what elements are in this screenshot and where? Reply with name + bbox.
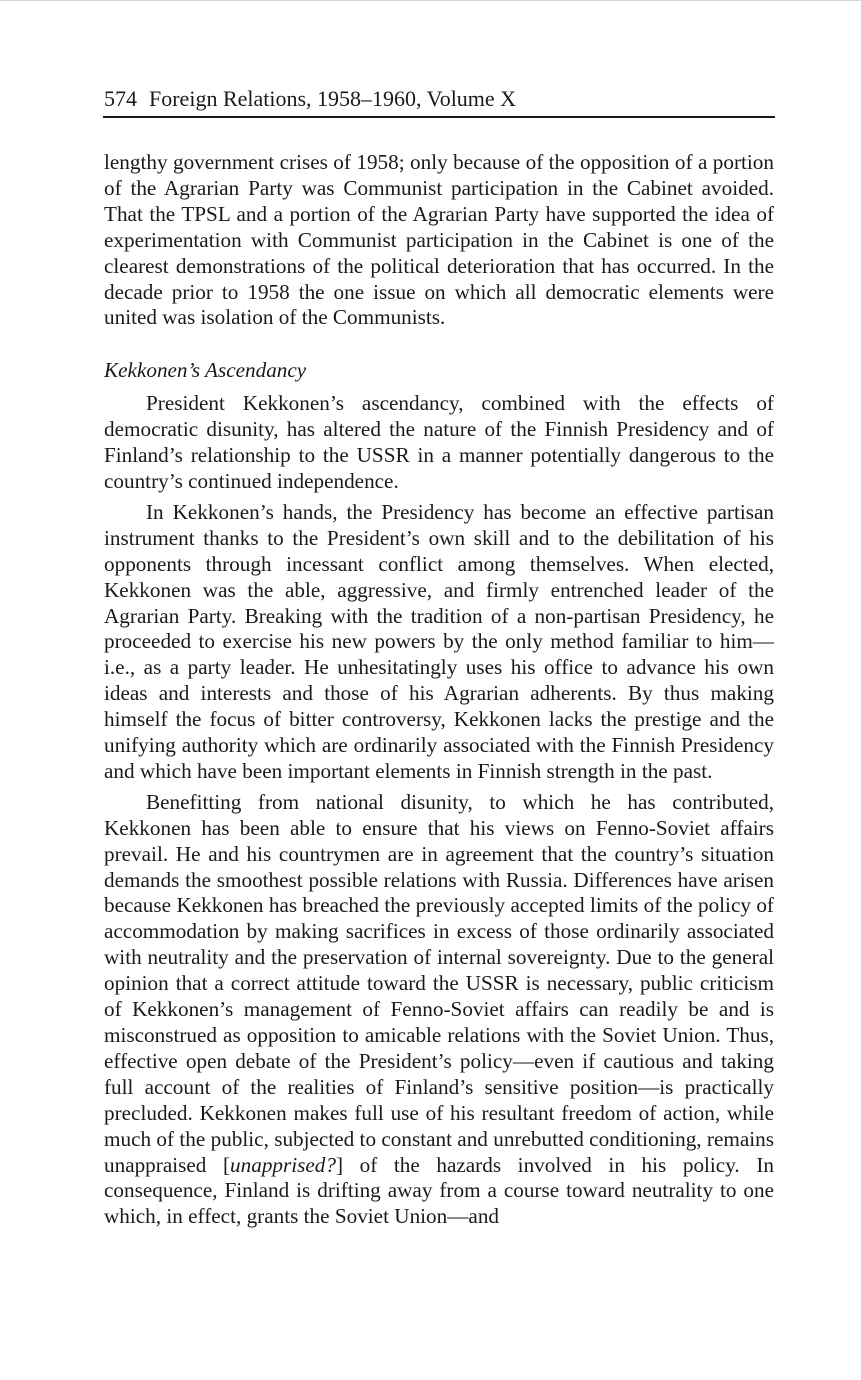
paragraph-continued: lengthy government crises of 1958; only because of the opposition of a portion of the Agrarian Party was Communist participation in the Cabinet avoided. That the TPSL and a portion of the Agrarian Party have supported the idea of experimentation with Communist participation in the Cabinet is one of the clearest demonstrations of the political deterioration that has occurred. In the decade prior to 1958 the one issue on which all democratic elements were united was isolation of the Communists.	[104, 150, 774, 330]
paragraph-disunity	[104, 790, 774, 1230]
document-body	[104, 150, 774, 1230]
paragraph-text-part1: Benefitting from national disunity, to which he has contributed, Kekkonen has been able to ensure that his views on Fenno-Soviet affairs prevail. He and his countrymen are in agreement that the country’s situation demands the smoothest possible relations with Russia. Differences have arisen because Kekkonen has breached the previously accepted limits of the policy of accommodation by making sacrifices in excess of those ordinarily associated with neutrality and the preservation of internal sovereignty. Due to the general opinion that a correct attitude toward the USSR is necessary, public criticism of Kekkonen’s management of Fenno-Soviet affairs can readily be and is misconstrued as opposition to amicable relations with the Soviet Union. Thus, effective open debate of the President’s policy—even if cautious and taking full account of the realities of Finland’s sensitive position—is practically precluded. Kekkonen makes full use of his resultant freedom of action, while much of the public, subjected to constant and unrebutted conditioning, remains unappraised [	[104, 789, 774, 1177]
running-header	[104, 84, 774, 114]
paragraph-text-part2: ] of the hazards involved in his policy. In consequence, Finland is drifting away from a course toward neutrality to one which, in effect, grants the Soviet Union—and	[104, 1152, 774, 1229]
header-rule	[103, 116, 775, 118]
paragraph-presidency: In Kekkonen’s hands, the Presidency has become an effective partisan instrument thanks to the President’s own skill and to the debilitation of his opponents through incessant conflict among themselves. When elected, Kekkonen was the able, aggressive, and firmly entrenched leader of the Agrarian Party. Breaking with the tradition of a non-partisan Presidency, he proceeded to exercise his new powers by the only method familiar to him—i.e., as a party leader. He unhesitatingly uses his office to advance his own ideas and interests and those of his Agrarian adherents. By thus making himself the focus of bitter controversy, Kekkonen lacks the prestige and the unifying authority which are ordinarily associated with the Finnish Presidency and which have been important elements in Finnish strength in the past.	[104, 499, 774, 783]
page-number: 574	[104, 86, 137, 111]
paragraph-ascendancy: President Kekkonen’s ascendancy, combined with the effects of democratic disunity, has altered the nature of the Finnish Presidency and of Finland’s relationship to the USSR in a manner potentially dangerous to the country’s continued independence.	[104, 391, 774, 493]
volume-title: Foreign Relations, 1958–1960, Volume X	[149, 86, 517, 111]
section-heading: Kekkonen’s Ascendancy	[104, 358, 307, 383]
editorial-correction: unapprised?	[230, 1152, 336, 1177]
page-top-edge	[0, 0, 861, 1]
